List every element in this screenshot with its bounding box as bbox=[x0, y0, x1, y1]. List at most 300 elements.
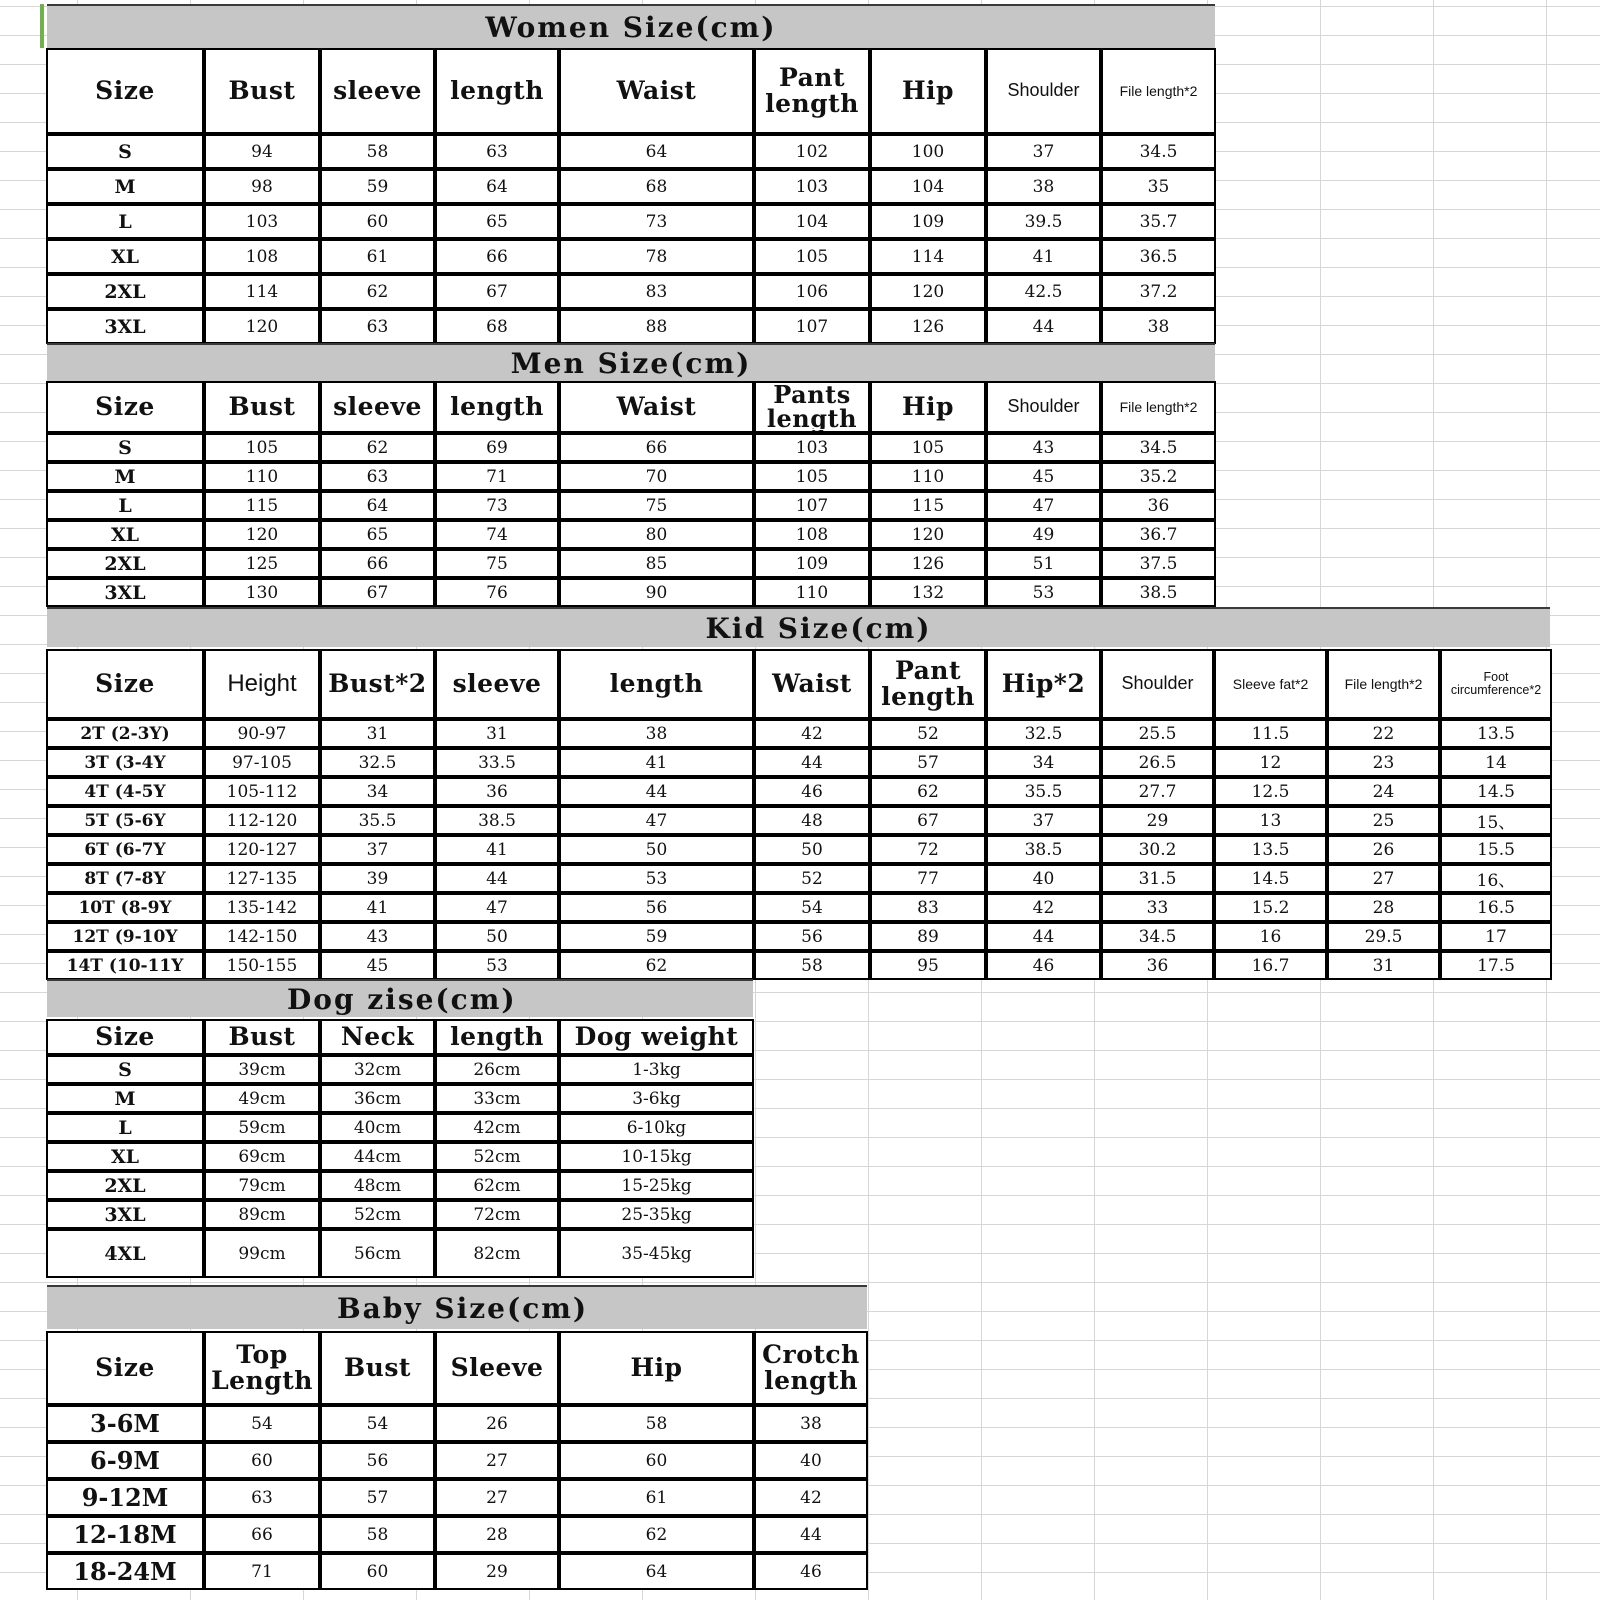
dog-size-table bbox=[46, 1019, 754, 1278]
dog-table-row bbox=[46, 1055, 754, 1084]
kid-value-cell: 135-142 bbox=[204, 893, 320, 922]
baby-size-cell: 6-9M bbox=[46, 1442, 204, 1479]
women-value-cell: 37.2 bbox=[1101, 274, 1216, 309]
baby-value-cell: 60 bbox=[559, 1442, 754, 1479]
women-size-cell: 3XL bbox=[46, 309, 204, 344]
kid-value-cell: 28 bbox=[1327, 893, 1440, 922]
dog-size-cell: S bbox=[46, 1055, 204, 1084]
baby-value-cell: 61 bbox=[559, 1479, 754, 1516]
dog-value-cell: 6-10kg bbox=[559, 1113, 754, 1142]
men-size-cell: 3XL bbox=[46, 578, 204, 607]
selection-edge-marker bbox=[40, 4, 44, 48]
baby-size-cell: 3-6M bbox=[46, 1405, 204, 1442]
baby-value-cell: 71 bbox=[204, 1553, 320, 1590]
women-value-cell: 102 bbox=[754, 134, 870, 169]
baby-value-cell: 66 bbox=[204, 1516, 320, 1553]
kid-value-cell: 46 bbox=[754, 777, 870, 806]
kid-value-cell: 32.5 bbox=[320, 748, 435, 777]
women-value-cell: 120 bbox=[870, 274, 986, 309]
men-header-pants-length: Pants length bbox=[754, 381, 870, 433]
women-value-cell: 94 bbox=[204, 134, 320, 169]
women-size-cell: M bbox=[46, 169, 204, 204]
baby-size-cell: 9-12M bbox=[46, 1479, 204, 1516]
women-value-cell: 37 bbox=[986, 134, 1101, 169]
men-header-sleeve: sleeve bbox=[320, 381, 435, 433]
men-value-cell: 115 bbox=[204, 491, 320, 520]
men-value-cell: 66 bbox=[320, 549, 435, 578]
kid-table-row bbox=[46, 835, 1552, 864]
baby-value-cell: 54 bbox=[320, 1405, 435, 1442]
kid-value-cell: 16.5 bbox=[1440, 893, 1552, 922]
kid-value-cell: 25 bbox=[1327, 806, 1440, 835]
dog-value-cell: 48cm bbox=[320, 1171, 435, 1200]
dog-size-cell: 4XL bbox=[46, 1229, 204, 1278]
men-size-cell: M bbox=[46, 462, 204, 491]
men-value-cell: 132 bbox=[870, 578, 986, 607]
kid-value-cell: 14.5 bbox=[1440, 777, 1552, 806]
women-header-hip: Hip bbox=[870, 48, 986, 134]
baby-header-hip: Hip bbox=[559, 1331, 754, 1405]
women-value-cell: 98 bbox=[204, 169, 320, 204]
kid-size-cell: 6T (6-7Y bbox=[46, 835, 204, 864]
men-value-cell: 75 bbox=[435, 549, 559, 578]
kid-value-cell: 72 bbox=[870, 835, 986, 864]
baby-value-cell: 60 bbox=[320, 1553, 435, 1590]
men-value-cell: 53 bbox=[986, 578, 1101, 607]
baby-value-cell: 40 bbox=[754, 1442, 868, 1479]
kid-table-row bbox=[46, 951, 1552, 980]
women-value-cell: 126 bbox=[870, 309, 986, 344]
dog-value-cell: 39cm bbox=[204, 1055, 320, 1084]
women-value-cell: 44 bbox=[986, 309, 1101, 344]
men-table-row bbox=[46, 549, 1216, 578]
baby-table-row bbox=[46, 1405, 868, 1442]
baby-value-cell: 56 bbox=[320, 1442, 435, 1479]
women-table-row bbox=[46, 134, 1216, 169]
kid-value-cell: 34.5 bbox=[1101, 922, 1214, 951]
women-value-cell: 64 bbox=[559, 134, 754, 169]
women-value-cell: 61 bbox=[320, 239, 435, 274]
dog-value-cell: 49cm bbox=[204, 1084, 320, 1113]
women-value-cell: 114 bbox=[870, 239, 986, 274]
kid-value-cell: 50 bbox=[559, 835, 754, 864]
kid-value-cell: 45 bbox=[320, 951, 435, 980]
dog-value-cell: 3-6kg bbox=[559, 1084, 754, 1113]
kid-value-cell: 31 bbox=[435, 719, 559, 748]
men-value-cell: 71 bbox=[435, 462, 559, 491]
women-size-cell: 2XL bbox=[46, 274, 204, 309]
women-size-cell: L bbox=[46, 204, 204, 239]
men-value-cell: 120 bbox=[204, 520, 320, 549]
baby-value-cell: 58 bbox=[559, 1405, 754, 1442]
kid-value-cell: 23 bbox=[1327, 748, 1440, 777]
men-value-cell: 37.5 bbox=[1101, 549, 1216, 578]
kid-value-cell: 13.5 bbox=[1440, 719, 1552, 748]
dog-table-row bbox=[46, 1142, 754, 1171]
dog-value-cell: 52cm bbox=[320, 1200, 435, 1229]
women-value-cell: 42.5 bbox=[986, 274, 1101, 309]
women-value-cell: 35.7 bbox=[1101, 204, 1216, 239]
baby-header-crotch-length: Crotch length bbox=[754, 1331, 868, 1405]
dog-header-row bbox=[46, 1019, 754, 1055]
dog-header-dog-weight: Dog weight bbox=[559, 1019, 754, 1055]
women-value-cell: 104 bbox=[870, 169, 986, 204]
women-value-cell: 67 bbox=[435, 274, 559, 309]
women-size-table bbox=[46, 48, 1216, 344]
kid-header-file-length: File length*2 bbox=[1327, 649, 1440, 719]
women-value-cell: 88 bbox=[559, 309, 754, 344]
women-value-cell: 62 bbox=[320, 274, 435, 309]
women-value-cell: 58 bbox=[320, 134, 435, 169]
kid-value-cell: 44 bbox=[986, 922, 1101, 951]
dog-value-cell: 32cm bbox=[320, 1055, 435, 1084]
kid-value-cell: 41 bbox=[435, 835, 559, 864]
women-header-bust: Bust bbox=[204, 48, 320, 134]
women-value-cell: 39.5 bbox=[986, 204, 1101, 239]
kid-value-cell: 43 bbox=[320, 922, 435, 951]
kid-value-cell: 37 bbox=[320, 835, 435, 864]
kid-value-cell: 42 bbox=[754, 719, 870, 748]
men-value-cell: 105 bbox=[870, 433, 986, 462]
kid-value-cell: 41 bbox=[559, 748, 754, 777]
kid-value-cell: 62 bbox=[870, 777, 986, 806]
baby-header-top-length: Top Length bbox=[204, 1331, 320, 1405]
women-value-cell: 60 bbox=[320, 204, 435, 239]
baby-table-row bbox=[46, 1442, 868, 1479]
dog-value-cell: 33cm bbox=[435, 1084, 559, 1113]
kid-value-cell: 44 bbox=[559, 777, 754, 806]
dog-value-cell: 89cm bbox=[204, 1200, 320, 1229]
men-value-cell: 36 bbox=[1101, 491, 1216, 520]
kid-value-cell: 12 bbox=[1214, 748, 1327, 777]
kid-value-cell: 105-112 bbox=[204, 777, 320, 806]
men-value-cell: 67 bbox=[320, 578, 435, 607]
kid-value-cell: 35.5 bbox=[986, 777, 1101, 806]
women-size-title: Women Size(cm) bbox=[47, 4, 1215, 48]
men-value-cell: 51 bbox=[986, 549, 1101, 578]
kid-value-cell: 12.5 bbox=[1214, 777, 1327, 806]
kid-value-cell: 27 bbox=[1327, 864, 1440, 893]
women-value-cell: 105 bbox=[754, 239, 870, 274]
dog-value-cell: 26cm bbox=[435, 1055, 559, 1084]
women-value-cell: 63 bbox=[435, 134, 559, 169]
kid-value-cell: 48 bbox=[754, 806, 870, 835]
women-value-cell: 100 bbox=[870, 134, 986, 169]
dog-header-bust: Bust bbox=[204, 1019, 320, 1055]
men-header-row bbox=[46, 381, 1216, 433]
kid-header-sleeve-fat: Sleeve fat*2 bbox=[1214, 649, 1327, 719]
men-value-cell: 75 bbox=[559, 491, 754, 520]
men-value-cell: 69 bbox=[435, 433, 559, 462]
women-size-cell: XL bbox=[46, 239, 204, 274]
dog-table-row bbox=[46, 1113, 754, 1142]
kid-value-cell: 90-97 bbox=[204, 719, 320, 748]
women-size-cell: S bbox=[46, 134, 204, 169]
men-value-cell: 36.7 bbox=[1101, 520, 1216, 549]
women-header-length: length bbox=[435, 48, 559, 134]
kid-size-cell: 8T (7-8Y bbox=[46, 864, 204, 893]
dog-table-row bbox=[46, 1229, 754, 1278]
kid-value-cell: 15.2 bbox=[1214, 893, 1327, 922]
men-value-cell: 125 bbox=[204, 549, 320, 578]
women-value-cell: 65 bbox=[435, 204, 559, 239]
women-value-cell: 108 bbox=[204, 239, 320, 274]
baby-size-cell: 12-18M bbox=[46, 1516, 204, 1553]
kid-value-cell: 77 bbox=[870, 864, 986, 893]
kid-value-cell: 127-135 bbox=[204, 864, 320, 893]
kid-value-cell: 38.5 bbox=[435, 806, 559, 835]
women-value-cell: 78 bbox=[559, 239, 754, 274]
women-value-cell: 114 bbox=[204, 274, 320, 309]
women-header-row bbox=[46, 48, 1216, 134]
kid-size-cell: 10T (8-9Y bbox=[46, 893, 204, 922]
women-table-row bbox=[46, 309, 1216, 344]
kid-header-length: length bbox=[559, 649, 754, 719]
dog-value-cell: 56cm bbox=[320, 1229, 435, 1278]
baby-value-cell: 54 bbox=[204, 1405, 320, 1442]
women-value-cell: 103 bbox=[754, 169, 870, 204]
men-value-cell: 45 bbox=[986, 462, 1101, 491]
dog-size-cell: 3XL bbox=[46, 1200, 204, 1229]
women-value-cell: 104 bbox=[754, 204, 870, 239]
women-value-cell: 109 bbox=[870, 204, 986, 239]
baby-table-row bbox=[46, 1479, 868, 1516]
kid-table-row bbox=[46, 806, 1552, 835]
men-value-cell: 105 bbox=[754, 462, 870, 491]
kid-value-cell: 15.5 bbox=[1440, 835, 1552, 864]
dog-table-row bbox=[46, 1084, 754, 1113]
kid-header-row bbox=[46, 649, 1552, 719]
dog-value-cell: 62cm bbox=[435, 1171, 559, 1200]
women-value-cell: 103 bbox=[204, 204, 320, 239]
men-value-cell: 73 bbox=[435, 491, 559, 520]
dog-value-cell: 72cm bbox=[435, 1200, 559, 1229]
baby-header-bust: Bust bbox=[320, 1331, 435, 1405]
baby-value-cell: 27 bbox=[435, 1442, 559, 1479]
baby-value-cell: 27 bbox=[435, 1479, 559, 1516]
men-value-cell: 90 bbox=[559, 578, 754, 607]
kid-value-cell: 52 bbox=[754, 864, 870, 893]
men-value-cell: 109 bbox=[754, 549, 870, 578]
kid-value-cell: 13 bbox=[1214, 806, 1327, 835]
kid-value-cell: 17.5 bbox=[1440, 951, 1552, 980]
women-header-shoulder: Shoulder bbox=[986, 48, 1101, 134]
dog-value-cell: 10-15kg bbox=[559, 1142, 754, 1171]
kid-size-table bbox=[46, 649, 1552, 980]
kid-value-cell: 36 bbox=[1101, 951, 1214, 980]
kid-header-foot-circumference: Foot circumference*2 bbox=[1440, 649, 1552, 719]
women-value-cell: 41 bbox=[986, 239, 1101, 274]
men-value-cell: 126 bbox=[870, 549, 986, 578]
women-table-row bbox=[46, 169, 1216, 204]
men-value-cell: 64 bbox=[320, 491, 435, 520]
kid-value-cell: 33.5 bbox=[435, 748, 559, 777]
baby-table-row bbox=[46, 1516, 868, 1553]
kid-value-cell: 31 bbox=[320, 719, 435, 748]
kid-value-cell: 24 bbox=[1327, 777, 1440, 806]
kid-value-cell: 37 bbox=[986, 806, 1101, 835]
kid-value-cell: 17 bbox=[1440, 922, 1552, 951]
kid-value-cell: 44 bbox=[435, 864, 559, 893]
kid-value-cell: 67 bbox=[870, 806, 986, 835]
kid-value-cell: 38 bbox=[559, 719, 754, 748]
dog-value-cell: 40cm bbox=[320, 1113, 435, 1142]
men-value-cell: 108 bbox=[754, 520, 870, 549]
kid-value-cell: 56 bbox=[559, 893, 754, 922]
baby-value-cell: 38 bbox=[754, 1405, 868, 1442]
kid-value-cell: 31.5 bbox=[1101, 864, 1214, 893]
kid-value-cell: 112-120 bbox=[204, 806, 320, 835]
kid-value-cell: 50 bbox=[435, 922, 559, 951]
kid-header-bust: Bust*2 bbox=[320, 649, 435, 719]
men-value-cell: 35.2 bbox=[1101, 462, 1216, 491]
kid-value-cell: 16 bbox=[1214, 922, 1327, 951]
kid-header-waist: Waist bbox=[754, 649, 870, 719]
kid-value-cell: 53 bbox=[435, 951, 559, 980]
dog-table-row bbox=[46, 1171, 754, 1200]
men-value-cell: 76 bbox=[435, 578, 559, 607]
dog-value-cell: 36cm bbox=[320, 1084, 435, 1113]
men-value-cell: 65 bbox=[320, 520, 435, 549]
men-value-cell: 74 bbox=[435, 520, 559, 549]
men-table-row bbox=[46, 520, 1216, 549]
women-value-cell: 107 bbox=[754, 309, 870, 344]
men-size-cell: L bbox=[46, 491, 204, 520]
kid-size-title: Kid Size(cm) bbox=[47, 607, 1550, 647]
kid-header-sleeve: sleeve bbox=[435, 649, 559, 719]
kid-value-cell: 97-105 bbox=[204, 748, 320, 777]
women-value-cell: 66 bbox=[435, 239, 559, 274]
kid-table-row bbox=[46, 777, 1552, 806]
men-size-table bbox=[46, 381, 1216, 607]
women-value-cell: 83 bbox=[559, 274, 754, 309]
kid-value-cell: 39 bbox=[320, 864, 435, 893]
kid-value-cell: 58 bbox=[754, 951, 870, 980]
men-header-size: Size bbox=[46, 381, 204, 433]
kid-value-cell: 25.5 bbox=[1101, 719, 1214, 748]
baby-header-row bbox=[46, 1331, 868, 1405]
dog-table-row bbox=[46, 1200, 754, 1229]
kid-value-cell: 32.5 bbox=[986, 719, 1101, 748]
baby-value-cell: 60 bbox=[204, 1442, 320, 1479]
kid-size-cell: 5T (5-6Y bbox=[46, 806, 204, 835]
kid-value-cell: 33 bbox=[1101, 893, 1214, 922]
dog-value-cell: 59cm bbox=[204, 1113, 320, 1142]
men-value-cell: 43 bbox=[986, 433, 1101, 462]
men-value-cell: 107 bbox=[754, 491, 870, 520]
kid-table-row bbox=[46, 748, 1552, 777]
kid-value-cell: 47 bbox=[559, 806, 754, 835]
men-value-cell: 62 bbox=[320, 433, 435, 462]
kid-value-cell: 35.5 bbox=[320, 806, 435, 835]
baby-value-cell: 64 bbox=[559, 1553, 754, 1590]
men-header-waist: Waist bbox=[559, 381, 754, 433]
dog-value-cell: 79cm bbox=[204, 1171, 320, 1200]
men-header-shoulder: Shoulder bbox=[986, 381, 1101, 433]
women-value-cell: 34.5 bbox=[1101, 134, 1216, 169]
men-header-file-length: File length*2 bbox=[1101, 381, 1216, 433]
men-size-title: Men Size(cm) bbox=[47, 343, 1215, 381]
baby-value-cell: 42 bbox=[754, 1479, 868, 1516]
dog-size-cell: L bbox=[46, 1113, 204, 1142]
dog-header-neck: Neck bbox=[320, 1019, 435, 1055]
dog-value-cell: 44cm bbox=[320, 1142, 435, 1171]
kid-value-cell: 27.7 bbox=[1101, 777, 1214, 806]
kid-value-cell: 29 bbox=[1101, 806, 1214, 835]
dog-value-cell: 15-25kg bbox=[559, 1171, 754, 1200]
men-header-hip: Hip bbox=[870, 381, 986, 433]
women-value-cell: 73 bbox=[559, 204, 754, 239]
baby-size-cell: 18-24M bbox=[46, 1553, 204, 1590]
women-header-waist: Waist bbox=[559, 48, 754, 134]
kid-value-cell: 52 bbox=[870, 719, 986, 748]
women-value-cell: 68 bbox=[435, 309, 559, 344]
dog-value-cell: 69cm bbox=[204, 1142, 320, 1171]
men-value-cell: 115 bbox=[870, 491, 986, 520]
dog-header-length: length bbox=[435, 1019, 559, 1055]
kid-value-cell: 62 bbox=[559, 951, 754, 980]
kid-size-cell: 2T (2-3Y) bbox=[46, 719, 204, 748]
kid-value-cell: 53 bbox=[559, 864, 754, 893]
kid-value-cell: 36 bbox=[435, 777, 559, 806]
women-header-sleeve: sleeve bbox=[320, 48, 435, 134]
dog-size-cell: M bbox=[46, 1084, 204, 1113]
women-header-size: Size bbox=[46, 48, 204, 134]
dog-value-cell: 52cm bbox=[435, 1142, 559, 1171]
kid-table-row bbox=[46, 893, 1552, 922]
kid-value-cell: 16、 bbox=[1440, 864, 1552, 893]
dog-size-cell: XL bbox=[46, 1142, 204, 1171]
kid-value-cell: 40 bbox=[986, 864, 1101, 893]
kid-header-height: Height bbox=[204, 649, 320, 719]
men-value-cell: 103 bbox=[754, 433, 870, 462]
kid-value-cell: 13.5 bbox=[1214, 835, 1327, 864]
dog-value-cell: 25-35kg bbox=[559, 1200, 754, 1229]
kid-table-row bbox=[46, 922, 1552, 951]
women-header-file-length: File length*2 bbox=[1101, 48, 1216, 134]
men-table-row bbox=[46, 491, 1216, 520]
kid-value-cell: 47 bbox=[435, 893, 559, 922]
kid-value-cell: 38.5 bbox=[986, 835, 1101, 864]
kid-size-cell: 4T (4-5Y bbox=[46, 777, 204, 806]
baby-value-cell: 46 bbox=[754, 1553, 868, 1590]
baby-header-size: Size bbox=[46, 1331, 204, 1405]
baby-value-cell: 63 bbox=[204, 1479, 320, 1516]
women-table-row bbox=[46, 239, 1216, 274]
kid-value-cell: 54 bbox=[754, 893, 870, 922]
men-value-cell: 120 bbox=[870, 520, 986, 549]
kid-value-cell: 15、 bbox=[1440, 806, 1552, 835]
baby-size-title: Baby Size(cm) bbox=[47, 1285, 867, 1329]
baby-value-cell: 44 bbox=[754, 1516, 868, 1553]
kid-table-row bbox=[46, 719, 1552, 748]
kid-value-cell: 14.5 bbox=[1214, 864, 1327, 893]
kid-value-cell: 120-127 bbox=[204, 835, 320, 864]
kid-value-cell: 46 bbox=[986, 951, 1101, 980]
men-value-cell: 63 bbox=[320, 462, 435, 491]
women-value-cell: 68 bbox=[559, 169, 754, 204]
men-value-cell: 85 bbox=[559, 549, 754, 578]
kid-value-cell: 31 bbox=[1327, 951, 1440, 980]
men-size-cell: XL bbox=[46, 520, 204, 549]
women-value-cell: 63 bbox=[320, 309, 435, 344]
women-table-row bbox=[46, 274, 1216, 309]
kid-value-cell: 50 bbox=[754, 835, 870, 864]
baby-value-cell: 57 bbox=[320, 1479, 435, 1516]
dog-value-cell: 35-45kg bbox=[559, 1229, 754, 1278]
baby-table-row bbox=[46, 1553, 868, 1590]
kid-value-cell: 11.5 bbox=[1214, 719, 1327, 748]
